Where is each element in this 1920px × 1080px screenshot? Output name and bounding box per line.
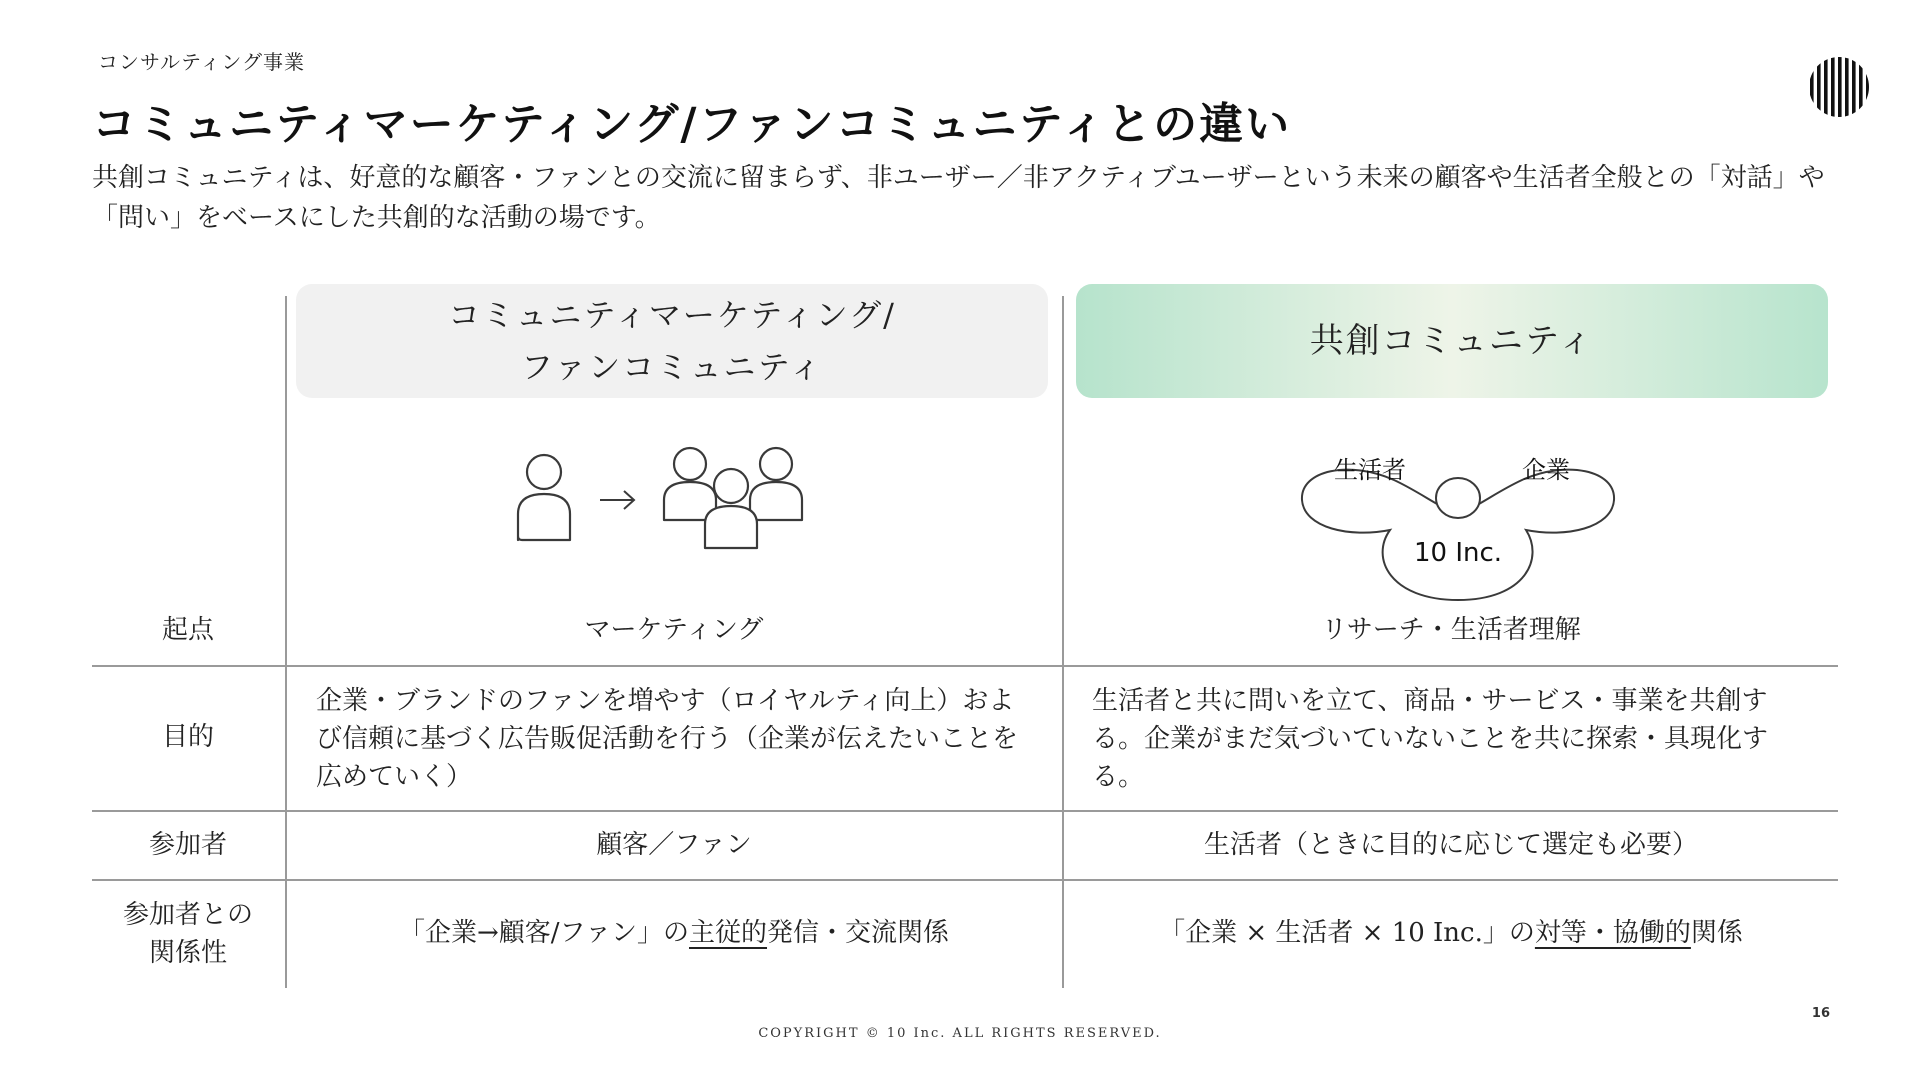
- participants-left: 顧客／ファン: [596, 830, 752, 860]
- right-column-header: [1076, 284, 1828, 398]
- page-title: コミュニティマーケティング/ファンコミュニティとの違い: [92, 99, 1292, 150]
- purpose-left: 企業・ブランドのファンを増やす（ロイヤルティ向上）および信頼に基づく広告販促活動を行う（企業が伝えたいことを広めていく）: [316, 686, 1019, 792]
- relationship-left-pre: 「企業→顧客/ファン」の: [398, 918, 689, 948]
- lead-paragraph: 共創コミュニティは、好意的な顧客・ファンとの交流に留まらず、非ユーザー／非アクティブユーザーという未来の顧客や生活者全般との「対話」や「問い」をベースにした共創的な活動の場です。: [92, 163, 1825, 233]
- relationship-label-line1: 参加者との: [122, 900, 253, 930]
- relationship-left-post: 発信・交流関係: [767, 918, 950, 948]
- row-divider: [92, 810, 1838, 812]
- copyright-footer: COPYRIGHT © 10 Inc. ALL RIGHTS RESERVED.: [758, 1026, 1162, 1041]
- relationship-label-line2: 関係性: [148, 938, 227, 968]
- row-label-participants: 参加者: [148, 830, 227, 860]
- row-label-purpose: 目的: [161, 722, 214, 752]
- left-column-header: [296, 284, 1048, 398]
- relationship-left: [286, 914, 1062, 952]
- row-divider: [92, 665, 1838, 667]
- right-heading: 共創コミュニティ: [1309, 321, 1595, 361]
- diagram-label-10inc: 10 Inc.: [1413, 538, 1503, 568]
- section-category: コンサルティング事業: [98, 50, 305, 74]
- purpose-right: 生活者と共に問いを立て、商品・サービス・事業を共創する。企業がまだ気づいていないことを共に探索・具現化する。: [1092, 686, 1769, 792]
- diagram-label-consumer: 生活者: [1334, 456, 1406, 484]
- three-circle-cocreation-icon: [1290, 440, 1630, 610]
- page-number: 16: [1811, 1006, 1830, 1021]
- left-heading-line2: ファンコミュニティ: [520, 348, 824, 386]
- diagram-label-company: 企業: [1522, 456, 1570, 484]
- relationship-right-pre: 「企業 × 生活者 × 10 Inc.」の: [1159, 918, 1535, 948]
- relationship-right-post: 関係: [1690, 918, 1743, 948]
- left-heading-line1: コミュニティマーケティング/: [448, 296, 896, 334]
- row-label-relationship: [92, 896, 284, 972]
- relationship-right-underlined: 対等・協働的: [1534, 918, 1691, 948]
- row-divider: [92, 879, 1838, 881]
- person-to-group-icon: [500, 440, 820, 560]
- origin-right: リサーチ・生活者理解: [1321, 615, 1581, 645]
- row-label-origin: 起点: [161, 615, 214, 645]
- participants-right: 生活者（ときに目的に応じて選定も必要）: [1203, 830, 1698, 860]
- origin-left: マーケティング: [584, 615, 764, 645]
- relationship-right: [1064, 914, 1838, 952]
- relationship-left-underlined: 主従的: [689, 918, 768, 948]
- striped-circle-logo-icon: [1808, 56, 1870, 118]
